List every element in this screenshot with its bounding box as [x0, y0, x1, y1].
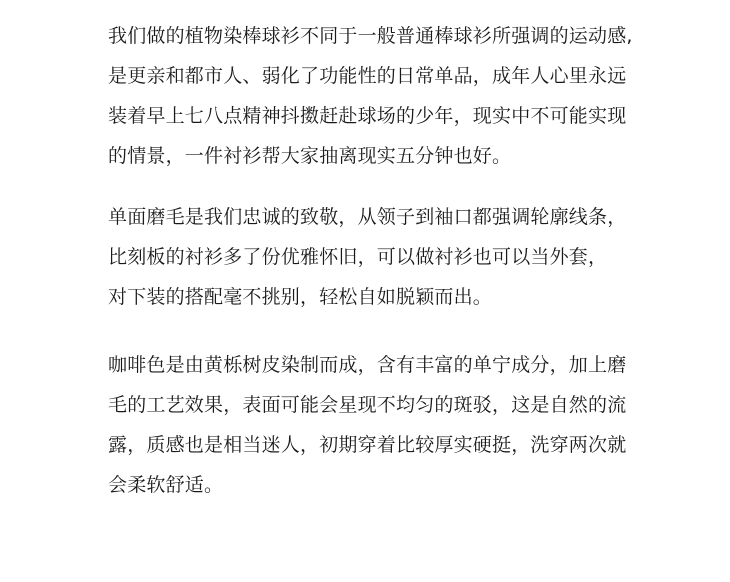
text-line: 的情景，一件衬衫帮大家抽离现实五分钟也好。 — [108, 145, 512, 167]
paragraph-color — [108, 345, 708, 505]
paragraph-intro — [108, 16, 708, 176]
text-line: 单面磨毛是我们忠诚的致敬，从领子到袖口都强调轮廓线条， — [108, 206, 627, 228]
text-line: 会柔软舒适。 — [108, 474, 224, 496]
text-line: 比刻板的衬衫多了份优雅怀旧，可以做衬衫也可以当外套， — [108, 246, 608, 268]
text-line: 我们做的植物染棒球衫不同于一般普通棒球衫所强调的运动感, — [108, 25, 633, 47]
text-line: 咖啡色是由黄栎树皮染制而成，含有丰富的单宁成分，加上磨 — [108, 354, 627, 376]
text-line: 是更亲和都市人、弱化了功能性的日常单品，成年人心里永远 — [108, 65, 627, 87]
text-line: 装着早上七八点精神抖擞赶赴球场的少年，现实中不可能实现 — [108, 105, 627, 127]
text-line: 对下装的搭配毫不挑别，轻松自如脱颖而出。 — [108, 286, 493, 308]
text-line: 毛的工艺效果，表面可能会星现不均匀的斑驳，这是自然的流 — [108, 394, 627, 416]
text-line: 露，质感也是相当迷人，初期穿着比较厚实硬挺，洗穿两次就 — [108, 434, 627, 456]
paragraph-fabric — [108, 197, 708, 317]
